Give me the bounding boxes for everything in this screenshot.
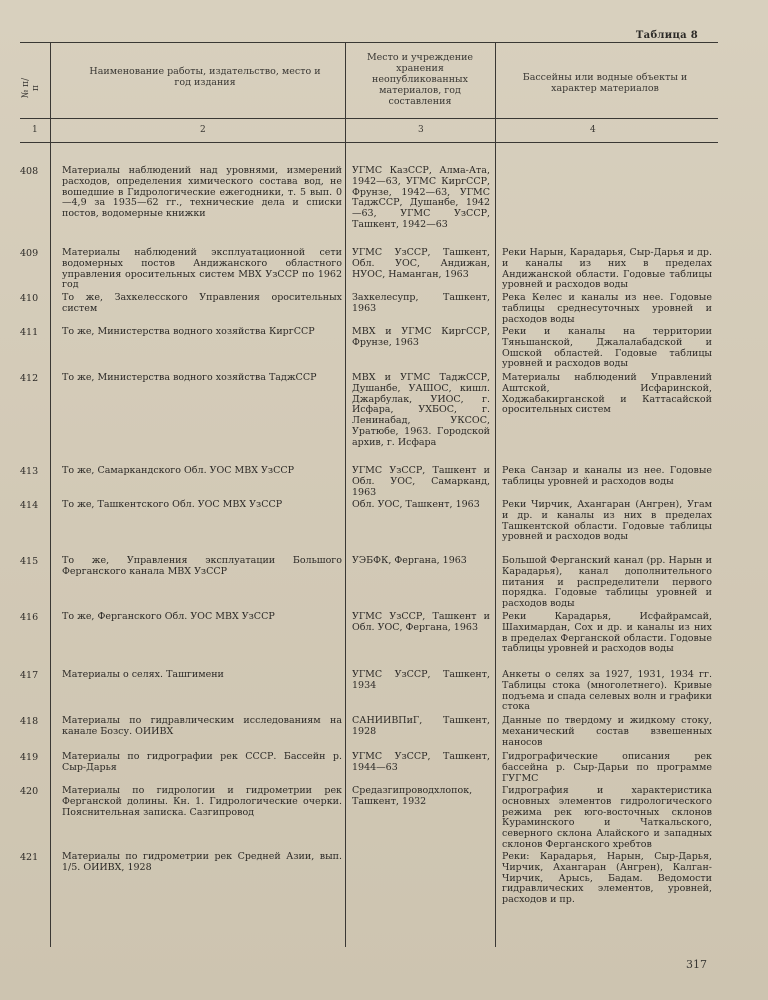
row-basin: Реки: Карадарья, Нарын, Сыр-Дарья, Чирчик, Ахангаран (Ангрен), Калган-Чирчик, Арысь, Бадам. Ведомости гидравлических элементов, уровней, расходов и пр. [502,851,712,906]
row-storage-place: Захкелесупр, Ташкент, 1963 [352,292,490,314]
row-basin: Гидрографические описания рек бассейна р. Сыр-Дарьи по программе ГУГМС [502,751,712,784]
row-work-title: Материалы по гидрографии рек СССР. Бассейн р. Сыр-Дарья [62,751,342,773]
row-work-title: Материалы по гидравлическим исследованиям на канале Бозсу. ОИИВХ [62,715,342,737]
row-number: 417 [20,670,39,681]
row-basin: Реки Чирчик, Ахангаран (Ангрен), Угам и др. и каналы из них в пределах Ташкентской области. Годовые таблицы уровней и расходов воды [502,499,712,543]
row-basin: Материалы наблюдений Управлений Аштской, Исфаринской, Ходжабакирганской и Каттасайской оросительных систем [502,372,712,416]
header-bottom-rule [20,142,718,143]
header-col-place: Место и учреждение хранения неопубликованных материалов, год составления [366,52,474,107]
row-number: 418 [20,716,39,727]
row-basin: Данные по твердому и жидкому стоку, механический состав взвешенных наносов [502,715,712,748]
row-number: 416 [20,612,39,623]
row-storage-place: УГМС КазССР, Алма-Ата, 1942—63, УГМС КиргССР, Фрунзе, 1942—63, УГМС ТаджССР, Душанбе, 1942—63, УГМС УзССР, Ташкент, 1942—63 [352,165,490,230]
row-work-title: Материалы наблюдений над уровнями, измерений расходов, определения химического состава вод, не вошедшие в Гидрологические ежегодники, т. 5 вып. 0—4,9 за 1935—62 гг., технические дела и списки постов, водомерные книжки [62,165,342,220]
header-mid-rule [20,118,718,119]
column-divider-1 [50,42,51,947]
row-storage-place: МВХ и УГМС КиргССР, Фрунзе, 1963 [352,326,490,348]
row-work-title: То же, Управления эксплуатации Большого Ферганского канала МВХ УзССР [62,555,342,577]
row-basin: Реки и каналы на территории Тяньшанской, Джалалабадской и Ошской областей. Годовые таблицы уровней и расходов воды [502,326,712,370]
row-number: 410 [20,293,39,304]
row-basin: Река Келес и каналы из нее. Годовые таблицы среднесуточных уровней и расходов воды [502,292,712,325]
column-number-3: 3 [418,125,424,135]
row-number: 408 [20,166,39,177]
row-basin: Реки Карадарья, Исфайрамсай, Шахимардан, Сох и др. и каналы из них в пределах Ферганской области. Годовые таблицы уровней и расходов воды [502,611,712,655]
column-divider-3 [495,42,496,947]
row-work-title: Материалы по гидрологии и гидрометрии рек Ферганской долины. Кн. 1. Гидрологические очерки. Пояснительная записка. Сазгипровод [62,785,342,818]
row-basin: Реки Нарын, Карадарья, Сыр-Дарья и др. и каналы из них в пределах Андижанской области. Годовые таблицы уровней и расходов воды [502,247,712,291]
page-number: 317 [686,958,707,971]
row-number: 421 [20,852,39,863]
row-number: 411 [20,327,39,338]
header-col-number: № п/п [21,77,41,99]
column-number-4: 4 [590,125,596,135]
row-work-title: То же, Ферганского Обл. УОС МВХ УзССР [62,611,275,622]
row-basin: Река Санзар и каналы из нее. Годовые таблицы уровней и расходов воды [502,465,712,487]
row-number: 414 [20,500,39,511]
row-basin: Гидрография и характеристика основных элементов гидрологического режима рек юго-восточных склонов Кураминского и Чаткальского, северного склона Алайского и западных склонов Ферганского хребтов [502,785,712,850]
row-work-title: То же, Захкелесского Управления оросительных систем [62,292,342,314]
column-number-2: 2 [200,125,206,135]
row-storage-place: УГМС УзССР, Ташкент, 1944—63 [352,751,490,773]
row-work-title: Материалы по гидрометрии рек Средней Азии, вып. 1/5. ОИИВХ, 1928 [62,851,342,873]
row-number: 419 [20,752,39,763]
row-storage-place: УГМС УзССР, Ташкент, Обл. УОС, Андижан, НУОС, Наманган, 1963 [352,247,490,280]
column-divider-2 [345,42,346,947]
row-storage-place: УГМС УзССР, Ташкент и Обл. УОС, Фергана, 1963 [352,611,490,633]
header-col-basin: Бассейны или водные объекты и характер материалов [522,72,688,94]
row-work-title: То же, Ташкентского Обл. УОС МВХ УзССР [62,499,283,510]
row-number: 412 [20,373,39,384]
row-number: 413 [20,466,39,477]
row-storage-place: МВХ и УГМС ТаджССР, Душанбе, УАШОС, кишл. Джарбулак, УИОС, г. Исфара, УХБОС, г. Ленинабад, УКСОС, Уратюбе, 1963. Городской архив, г. Исфара [352,372,490,448]
row-basin: Большой Ферганский канал (рр. Нарын и Карадарья), канал дополнительного питания и распределители первого порядка. Годовые таблицы уровней и расходов воды [502,555,712,610]
row-storage-place: УГМС УзССР, Ташкент и Обл. УОС, Самарканд, 1963 [352,465,490,498]
row-work-title: То же, Министерства водного хозяйства ТаджССР [62,372,317,383]
row-work-title: Материалы наблюдений эксплуатационной сети водомерных постов Андижанского областного управления оросительных систем МВХ УзССР по 1962 год [62,247,342,291]
row-number: 420 [20,786,39,797]
row-storage-place: УГМС УзССР, Ташкент, 1934 [352,669,490,691]
row-work-title: То же, Министерства водного хозяйства КиргССР [62,326,315,337]
row-storage-place: Обл. УОС, Ташкент, 1963 [352,499,480,510]
row-number: 415 [20,556,39,567]
table-label: Таблица 8 [635,30,698,41]
row-work-title: То же, Самаркандского Обл. УОС МВХ УзССР [62,465,295,476]
row-number: 409 [20,248,39,259]
row-storage-place: Средазгипроводхлопок, Ташкент, 1932 [352,785,473,807]
header-top-rule [20,42,718,43]
header-col-name: Наименование работы, издательство, место и год издания [89,66,321,88]
row-storage-place: УЭБФК, Фергана, 1963 [352,555,467,566]
column-number-1: 1 [32,125,38,135]
row-basin: Анкеты о селях за 1927, 1931, 1934 гг. Таблицы стока (многолетнего). Кривые подъема и спада селевых волн и графики стока [502,669,712,713]
row-storage-place: САНИИВПиГ, Ташкент, 1928 [352,715,490,737]
row-work-title: Материалы о селях. Ташгимени [62,669,224,680]
